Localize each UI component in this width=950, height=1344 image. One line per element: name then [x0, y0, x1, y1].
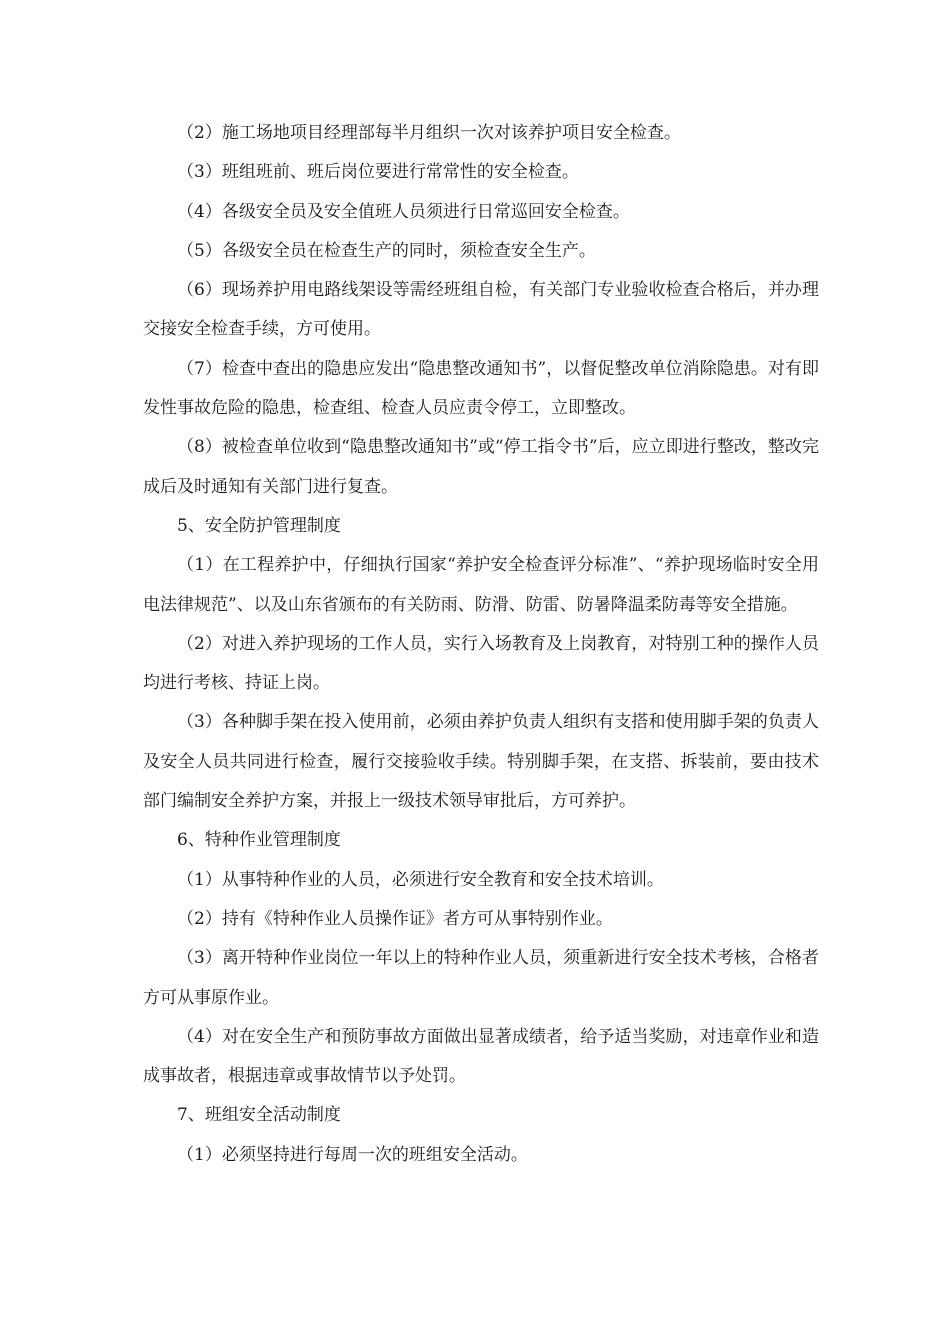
- paragraph-item-5: （5）各级安全员在检查生产的同时，须检查安全生产。: [177, 240, 596, 261]
- paragraph-item-2: （2）持有《特种作业人员操作证》者方可从事特别作业。: [177, 908, 613, 929]
- paragraph-item-2: （2）对进入养护现场的工作人员，实行入场教育及上岗教育，对特别工种的操作人员均进行考核、持证上岗。: [143, 633, 819, 694]
- section-heading-special-operations: 6、特种作业管理制度: [177, 830, 341, 851]
- section-heading-safety-protection: 5、安全防护管理制度: [177, 515, 341, 536]
- paragraph-item-1: （1）从事特种作业的人员，必须进行安全教育和安全技术培训。: [177, 869, 664, 890]
- paragraph-item-7: （7）检查中查出的隐患应发出“隐患整改通知书”，以督促整改单位消除隐患。对有即发性事故危险的隐患，检查组、检查人员应责令停工，立即整改。: [143, 358, 819, 419]
- paragraph-item-3: （3）各种脚手架在投入使用前，必须由养护负责人组织有支搭和使用脚手架的负责人及安全人员共同进行检查，履行交接验收手续。特别脚手架，在支搭、拆装前，要由技术部门编制安全养护方案，并报上一级技术领导审批后，方可养护。: [143, 712, 819, 812]
- paragraph-item-1: （1）在工程养护中，仔细执行国家“养护安全检查评分标准”、“养护现场临时安全用电法律规范”、以及山东省颁布的有关防雨、防滑、防雷、防暑降温柔防毒等安全措施。: [143, 555, 819, 615]
- paragraph-item-6: （6）现场养护用电路线架设等需经班组自检，有关部门专业验收检查合格后，并办理交接安全检查手续，方可使用。: [143, 280, 819, 340]
- document-body: [143, 114, 819, 1175]
- paragraph-item-3: （3）离开特种作业岗位一年以上的特种作业人员，须重新进行安全技术考核，合格者方可从事原作业。: [143, 948, 819, 1008]
- paragraph-item-1: （1）必须坚持进行每周一次的班组安全活动。: [177, 1144, 528, 1165]
- paragraph-item-4: （4）对在安全生产和预防事故方面做出显著成绩者，给予适当奖励，对违章作业和造成事故者，根据违章或事故情节以予处罚。: [143, 1026, 819, 1087]
- paragraph-item-2: （2）施工场地项目经理部每半月组织一次对该养护项目安全检查。: [177, 123, 681, 143]
- paragraph-item-8: （8）被检查单位收到“隐患整改通知书”或“停工指令书”后，应立即进行整改，整改完成后及时通知有关部门进行复查。: [143, 437, 819, 497]
- paragraph-item-4: （4）各级安全员及安全值班人员须进行日常巡回安全检查。: [177, 201, 630, 222]
- section-heading-team-safety-activity: 7、班组安全活动制度: [177, 1105, 341, 1126]
- paragraph-item-3: （3）班组班前、班后岗位要进行常常性的安全检查。: [177, 162, 579, 183]
